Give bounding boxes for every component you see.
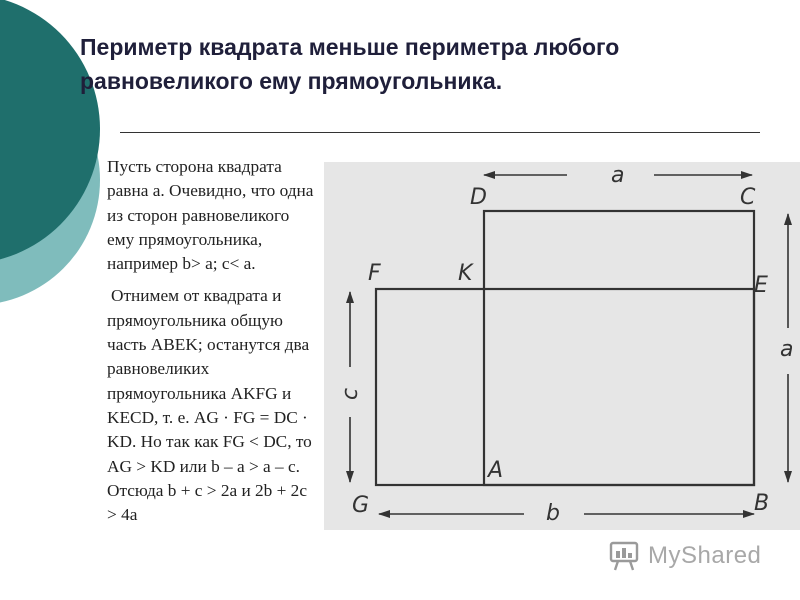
label-E: E bbox=[754, 273, 768, 298]
label-A: A bbox=[488, 458, 504, 483]
geometry-figure bbox=[324, 162, 800, 530]
watermark-text: MyShared bbox=[648, 542, 762, 569]
square-outline bbox=[484, 211, 754, 485]
label-K: K bbox=[458, 261, 473, 286]
proof-text bbox=[107, 155, 317, 527]
label-c-left: c bbox=[338, 387, 363, 400]
proof-paragraph-1: Пусть сторона квадрата равна а. Очевидно, что одна из сторон равновеликого ему прямоугольника, например b> a; c< a. bbox=[107, 157, 314, 274]
label-b-bottom: b bbox=[546, 501, 560, 526]
watermark bbox=[608, 540, 761, 572]
label-B: B bbox=[754, 491, 770, 516]
label-D: D bbox=[470, 185, 487, 210]
myshared-logo-icon bbox=[608, 540, 642, 572]
label-F: F bbox=[368, 261, 381, 286]
label-C: C bbox=[740, 185, 756, 210]
rectangle-outline bbox=[376, 289, 754, 485]
label-G: G bbox=[352, 493, 370, 518]
slide-title: Периметр квадрата меньше периметра любого равновеликого ему прямоугольника. bbox=[80, 34, 620, 94]
label-a-right: a bbox=[780, 337, 794, 362]
proof-paragraph-2: Отнимем от квадрата и прямоугольника общую часть ABEK; останутся два равновеликих прямоугольника AKFG и KECD, т. е. AG · FG = DC · KD. Но так как FG < DC, то AG > KD или b – a > a – c. Отсюда b + c > 2a и 2b + 2c > 4a bbox=[107, 286, 312, 525]
label-a-top: a bbox=[611, 163, 625, 188]
title-divider bbox=[120, 132, 760, 133]
geometry-diagram bbox=[324, 162, 800, 530]
